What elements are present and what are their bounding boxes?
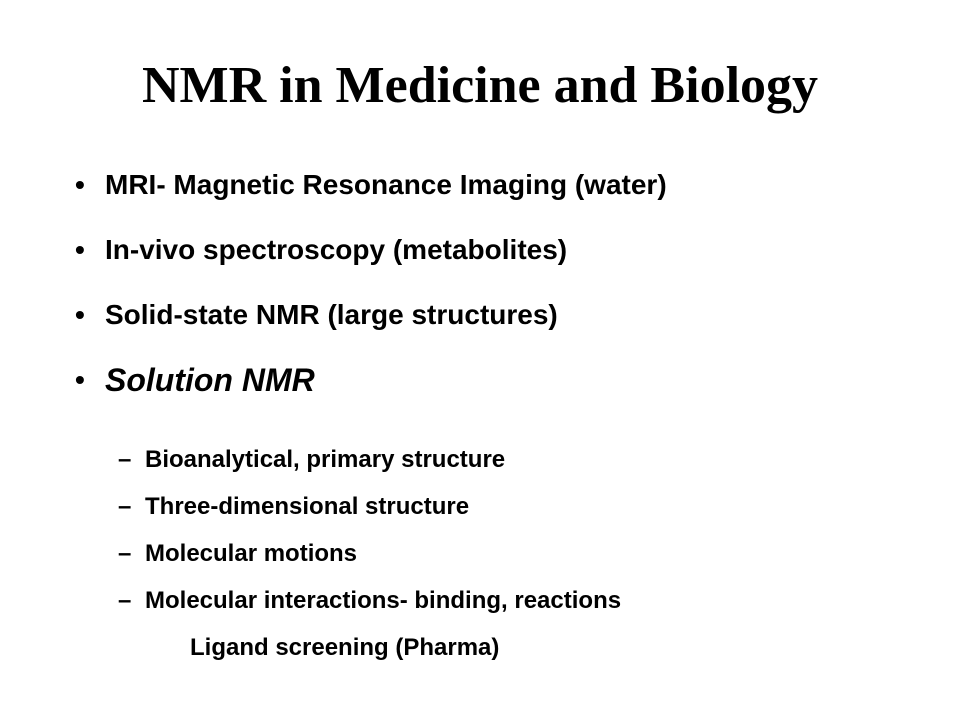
sub-item-text: Molecular interactions- binding, reactions <box>145 587 622 614</box>
sub-item-molecular-interactions <box>118 581 621 621</box>
dash-icon: – <box>118 446 132 473</box>
bullet-dot-icon: • <box>75 169 85 200</box>
dash-icon: – <box>118 493 132 520</box>
sub-item-bioanalytical <box>118 440 621 480</box>
bullet-item-solution-nmr <box>75 360 667 402</box>
bullet-item-solid-state <box>75 295 667 335</box>
bullet-item-mri <box>75 165 667 205</box>
bullet-text: Solution NMR <box>105 362 315 398</box>
dash-icon: – <box>118 540 132 567</box>
bullet-dot-icon: • <box>75 234 85 265</box>
sub-item-continuation: Ligand screening (Pharma) <box>190 634 500 661</box>
bullet-text: Solid-state NMR (large structures) <box>105 299 558 330</box>
bullet-item-in-vivo <box>75 230 667 270</box>
bullet-text: MRI- Magnetic Resonance Imaging (water) <box>105 169 667 200</box>
slide-title: NMR in Medicine and Biology <box>141 57 819 114</box>
sub-bullet-list <box>118 440 621 628</box>
sub-item-molecular-motions <box>118 534 621 574</box>
dash-icon: – <box>118 587 132 614</box>
sub-item-text: Bioanalytical, primary structure <box>145 446 506 473</box>
bullet-dot-icon: • <box>75 364 85 395</box>
sub-item-text: Molecular motions <box>145 540 358 567</box>
bullet-text: In-vivo spectroscopy (metabolites) <box>105 234 568 265</box>
sub-item-three-dimensional <box>118 487 621 527</box>
bullet-list <box>75 165 667 427</box>
sub-item-text: Three-dimensional structure <box>145 493 470 520</box>
bullet-dot-icon: • <box>75 299 85 330</box>
